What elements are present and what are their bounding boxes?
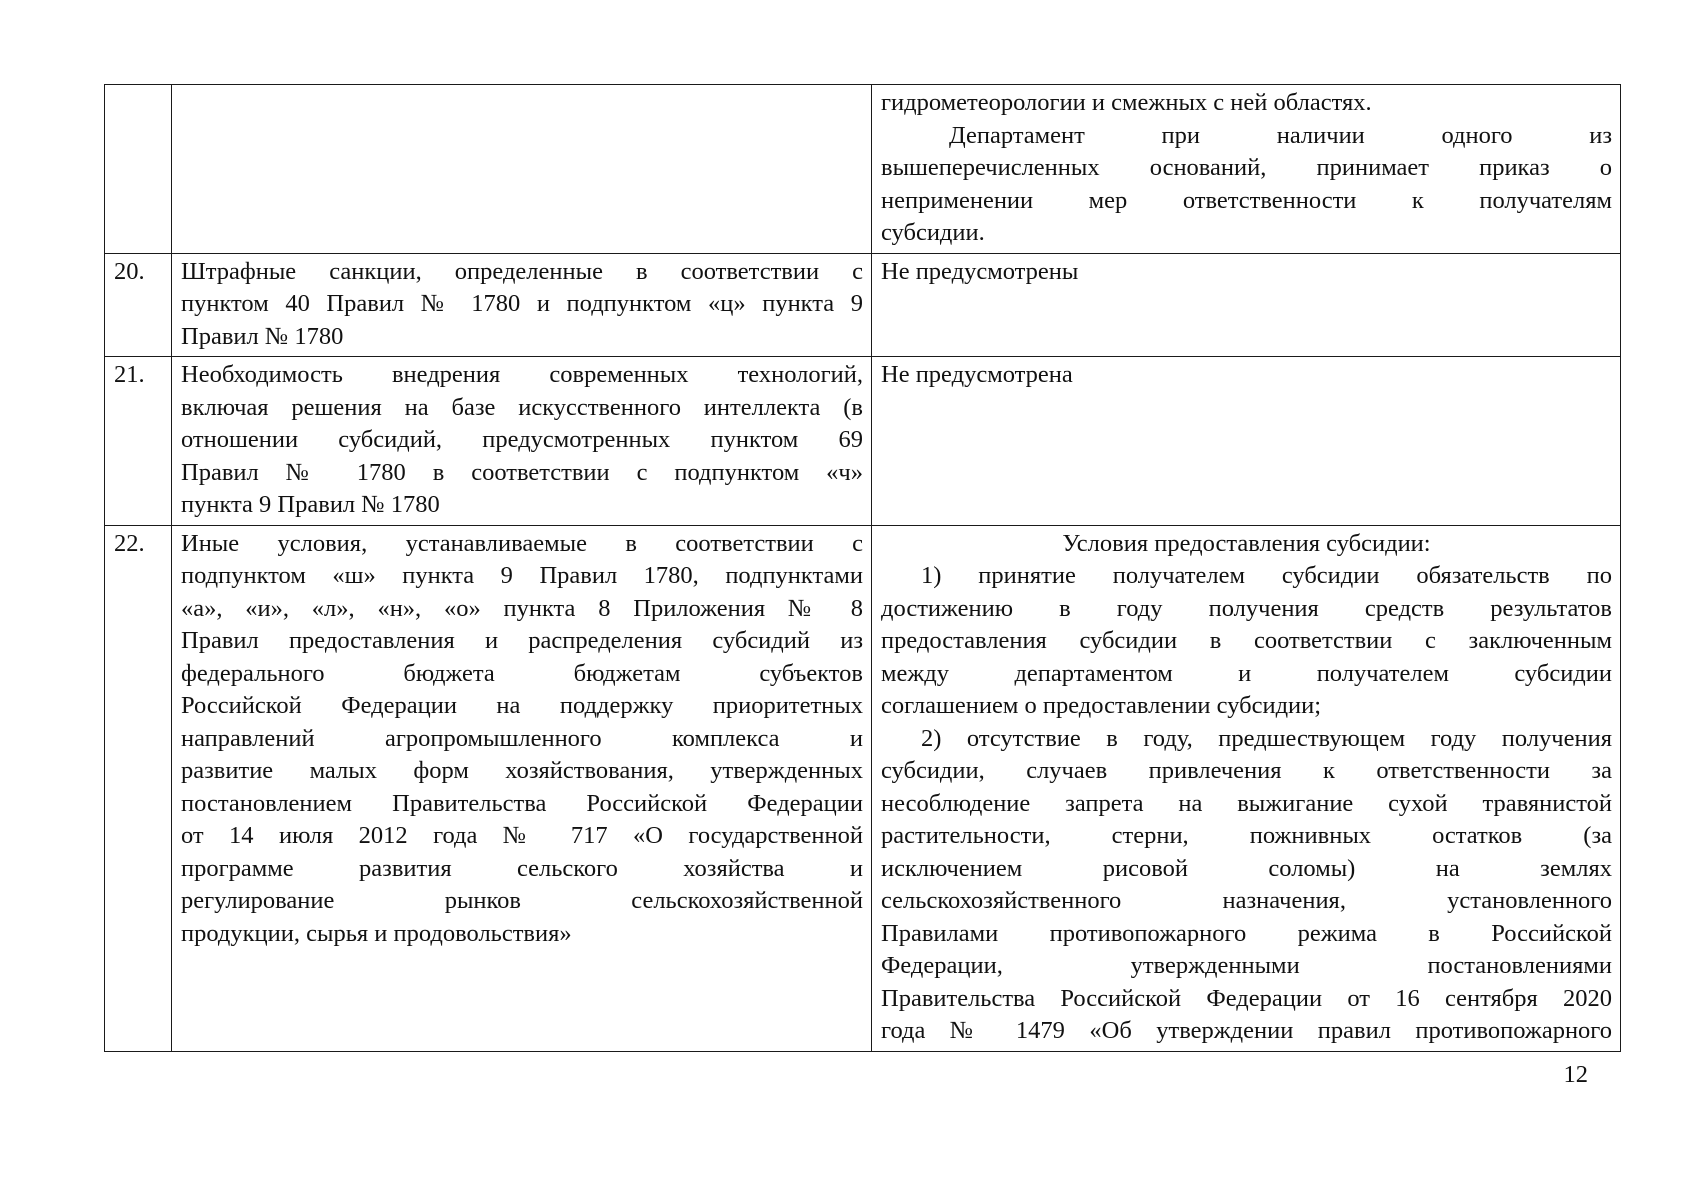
- row-value-line: Не предусмотрена: [881, 361, 1073, 388]
- row-name-line: подпунктом «ш» пункта 9 Правил 1780, подпунктами: [181, 562, 863, 589]
- row-value-line: достижению в году получения средств результатов: [881, 594, 1612, 622]
- row-name-line: регулирование рынков сельскохозяйственной: [181, 887, 863, 914]
- row-name-line: федерального бюджета бюджетам субъектов: [181, 659, 863, 687]
- continuation-line: субсидии.: [881, 219, 985, 246]
- row-value-line: Федерации, утвержденными постановлениями: [881, 952, 1612, 979]
- row-name-line: Российской Федерации на поддержку приоритетных: [181, 692, 863, 719]
- row-value-line: Правительства Российской Федерации от 16 сентября 2020: [881, 984, 1612, 1012]
- table-row: [105, 85, 1621, 254]
- value-heading: Условия предоставления субсидии:: [1062, 529, 1431, 557]
- row-number: 21.: [105, 357, 172, 526]
- row-name-line: пункта 9 Правил № 1780: [181, 491, 440, 518]
- row-name-cell: [172, 357, 872, 526]
- continuation-line: гидрометеорологии и смежных с ней областях.: [881, 89, 1372, 116]
- row-name-line: Штрафные санкции, определенные в соответствии с: [181, 257, 863, 285]
- row-name-line: от 14 июля 2012 года № 717 «О государственной: [181, 822, 863, 849]
- row-name-line: Необходимость внедрения современных технологий,: [181, 361, 863, 388]
- continuation-line: неприменении мер ответственности к получателям: [881, 186, 1612, 214]
- row-number: 20.: [105, 253, 172, 357]
- table-row: [105, 357, 1621, 526]
- cell-number-empty: [105, 85, 172, 254]
- row-value-cell: [872, 253, 1621, 357]
- row-name-line: пунктом 40 Правил № 1780 и подпунктом «ц» пункта 9: [181, 290, 863, 317]
- row-value-line: сельскохозяйственного назначения, установленного: [881, 887, 1612, 914]
- continuation-line: вышеперечисленных оснований, принимает приказ о: [881, 154, 1612, 181]
- row-name-line: направлений агропромышленного комплекса и: [181, 724, 863, 752]
- row-value-cell: [872, 525, 1621, 1051]
- row-value-line: 2) отсутствие в году, предшествующем году получения: [921, 724, 1612, 752]
- row-number: 22.: [105, 525, 172, 1051]
- row-name-cell: [172, 253, 872, 357]
- row-name-line: продукции, сырья и продовольствия»: [181, 919, 572, 947]
- row-name-line: постановлением Правительства Российской Федерации: [181, 789, 863, 817]
- row-value-line: между департаментом и получателем субсидии: [881, 659, 1612, 687]
- row-value-line: предоставления субсидии в соответствии с заключенным: [881, 627, 1612, 654]
- row-name-line: включая решения на базе искусственного интеллекта (в: [181, 393, 863, 421]
- row-value-line: года № 1479 «Об утверждении правил противопожарного: [881, 1017, 1612, 1044]
- row-value-line: исключением рисовой соломы) на землях: [881, 854, 1612, 882]
- row-name-line: отношении субсидий, предусмотренных пунктом 69: [181, 426, 863, 453]
- row-value-line: Не предусмотрены: [881, 257, 1079, 285]
- row-name-line: развитие малых форм хозяйствования, утвержденных: [181, 757, 863, 784]
- table-row: [105, 253, 1621, 357]
- row-value-line: растительности, стерни, пожнивных остатков (за: [881, 822, 1612, 849]
- row-name-line: Правил предоставления и распределения субсидий из: [181, 627, 863, 654]
- row-name-line: «а», «и», «л», «н», «о» пункта 8 Приложения № 8: [181, 594, 863, 622]
- continuation-line: Департамент при наличии одного из: [949, 121, 1612, 149]
- row-name-line: Правил № 1780 в соответствии с подпунктом «ч»: [181, 458, 863, 486]
- row-value-line: соглашением о предоставлении субсидии;: [881, 692, 1322, 719]
- row-name-line: Иные условия, устанавливаемые в соответствии с: [181, 529, 863, 557]
- table-row: [105, 525, 1621, 1051]
- row-value-line: Правилами противопожарного режима в Российской: [881, 919, 1612, 947]
- cell-name-empty: [172, 85, 872, 254]
- row-value-cell: [872, 357, 1621, 526]
- row-name-line: программе развития сельского хозяйства и: [181, 854, 863, 882]
- row-value-line: субсидии, случаев привлечения к ответственности за: [881, 757, 1612, 784]
- page-number: 12: [1563, 1061, 1588, 1088]
- conditions-table: [104, 84, 1621, 1052]
- row-value-line: 1) принятие получателем субсидии обязательств по: [921, 562, 1612, 589]
- cell-continuation: [872, 85, 1621, 254]
- row-value-line: несоблюдение запрета на выжигание сухой травянистой: [881, 789, 1612, 817]
- row-name-line: Правил № 1780: [181, 322, 344, 350]
- row-name-cell: [172, 525, 872, 1051]
